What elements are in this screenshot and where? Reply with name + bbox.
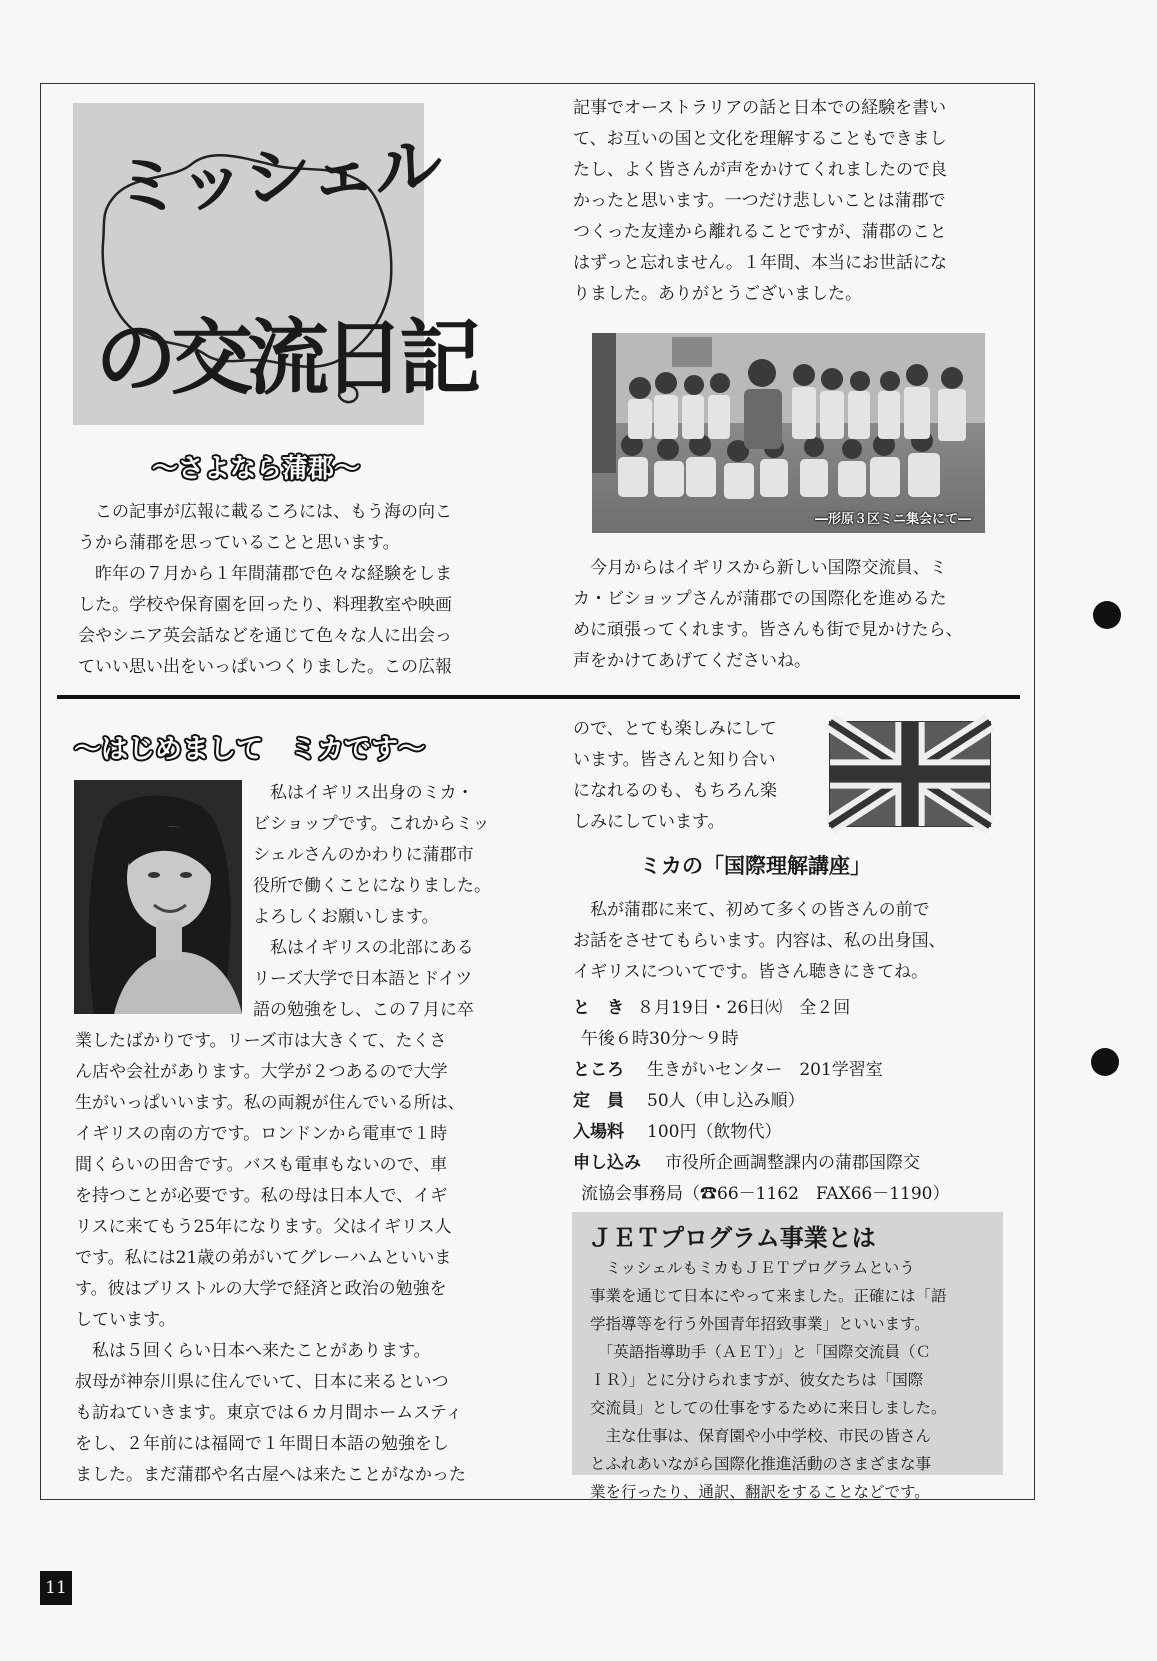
michelle-left-column bbox=[78, 497, 503, 683]
text-line: ていい思い出をいっぱいつくりました。この広報 bbox=[78, 657, 452, 677]
binder-hole-icon bbox=[1093, 601, 1121, 629]
info-label: と き bbox=[573, 998, 624, 1018]
text-line: 業を行ったり、通訳、翻訳をすることなどです。 bbox=[590, 1483, 930, 1501]
text-line: 叔母が神奈川県に住んでいて、日本に来るといつ bbox=[75, 1372, 449, 1392]
text-line: も訪ねていきます。東京では６カ月間ホームスティ bbox=[75, 1403, 463, 1423]
text-line: ビショップです。これからミッ bbox=[253, 814, 490, 834]
text-line: になれるのも、もちろん楽 bbox=[573, 781, 777, 801]
title-line-1: ミッシェル bbox=[111, 126, 444, 229]
text-line: しみにしています。 bbox=[573, 812, 725, 832]
info-row-fee bbox=[573, 1117, 781, 1142]
text-line: カ・ビショップさんが蒲郡での国際化を進めるた bbox=[573, 589, 947, 609]
photo-caption: ―形原３区ミニ集会にて― bbox=[814, 512, 971, 527]
text-line: お話をさせてもらいます。内容は、私の出身国、 bbox=[573, 931, 946, 951]
text-line: イギリスの南の方です。ロンドンから電車で１時 bbox=[75, 1124, 448, 1144]
text-line: 交流員」としての仕事をするために来日しました。 bbox=[590, 1399, 947, 1417]
page-number: 11 bbox=[40, 1571, 72, 1605]
info-value: 市役所企画調整課内の蒲郡国際交 bbox=[665, 1153, 920, 1173]
text-line: うから蒲郡を思っていることと思います。 bbox=[78, 533, 400, 553]
jet-body bbox=[590, 1254, 990, 1506]
text-line: 私は５回くらい日本へ来たことがあります。 bbox=[75, 1341, 431, 1361]
text-line: を持つことが必要です。私の母は日本人で、イギ bbox=[75, 1186, 448, 1206]
text-line: 今月からはイギリスから新しい国際交流員、ミ bbox=[573, 558, 947, 578]
text-line: ＩＲ）」とに分けられますが、彼女たちは「国際 bbox=[590, 1371, 924, 1389]
mika-right-top bbox=[573, 714, 823, 838]
text-line: した。学校や保育園を回ったり、料理教室や映画 bbox=[78, 595, 452, 615]
text-line: 私はイギリスの北部にある bbox=[253, 938, 474, 958]
info-value: 50人（申し込み順） bbox=[647, 1091, 805, 1111]
text-line: リーズ大学で日本語とドイツ bbox=[253, 969, 473, 989]
mika-subhead: ～はじめまして ミカです～ bbox=[74, 734, 425, 765]
info-value: 生きがいセンター 201学習室 bbox=[647, 1060, 883, 1080]
text-line: 生がいっぱいいます。私の両親が住んでいる所は、 bbox=[75, 1093, 465, 1113]
text-line: て、お互いの国と文化を理解することもできまし bbox=[573, 129, 947, 149]
title-line-2: の交流日記 bbox=[95, 311, 476, 406]
text-line: 学指導等を行う外国青年招致事業」といいます。 bbox=[590, 1315, 930, 1333]
mika-portrait bbox=[74, 780, 242, 1014]
text-line: よろしくお願いします。 bbox=[253, 907, 439, 927]
info-label: 入場料 bbox=[573, 1122, 624, 1142]
info-row-apply bbox=[573, 1148, 920, 1173]
group-photo bbox=[592, 333, 985, 533]
info-value: 午後６時30分～９時 bbox=[581, 1029, 739, 1049]
text-line: 間くらいの田舎です。バスも電車もないので、車 bbox=[75, 1155, 448, 1175]
text-line: 記事でオーストラリアの話と日本での経験を書い bbox=[573, 98, 947, 118]
jet-title: ＪＥＴプログラム事業とは bbox=[588, 1224, 876, 1252]
text-line: 声をかけてあげてくださいね。 bbox=[573, 651, 811, 671]
michelle-title-graphic bbox=[73, 103, 476, 425]
text-line: 会やシニア英会話などを通じて色々な人に出会っ bbox=[78, 626, 452, 646]
text-line: 事業を通じて日本にやって来ました。正確には「語 bbox=[590, 1287, 947, 1305]
text-line: ので、とても楽しみにして bbox=[573, 719, 777, 739]
text-line: 昨年の７月から１年間蒲郡で色々な経験をしま bbox=[78, 564, 452, 584]
info-label: ところ bbox=[573, 1060, 624, 1080]
text-line: ました。まだ蒲郡や名古屋へは来たことがなかった bbox=[75, 1465, 466, 1485]
text-line: です。私には21歳の弟がいてグレーハムといいま bbox=[75, 1248, 452, 1268]
text-line: とふれあいながら国際化推進活動のさまざまな事 bbox=[590, 1455, 932, 1473]
text-line: しています。 bbox=[75, 1310, 176, 1330]
text-line: 「英語指導助手（ＡＥＴ）」と「国際交流員（Ｃ bbox=[590, 1343, 932, 1361]
text-line: 私はイギリス出身のミカ・ bbox=[253, 783, 474, 803]
info-label: 定 員 bbox=[573, 1091, 624, 1111]
info-row-capacity bbox=[573, 1086, 805, 1111]
text-line: 業したばかりです。リーズ市は大きくて、たくさ bbox=[75, 1031, 447, 1051]
binder-hole-icon bbox=[1091, 1048, 1119, 1076]
info-label: 申し込み bbox=[573, 1153, 641, 1173]
mika-beside-photo bbox=[253, 778, 509, 1026]
michelle-right-bottom bbox=[573, 553, 1003, 677]
union-jack-icon bbox=[830, 722, 990, 826]
michelle-right-column bbox=[573, 93, 1003, 310]
text-line: かったと思います。一つだけ悲しいことは蒲郡で bbox=[573, 191, 946, 211]
text-line: この記事が広報に載るころには、もう海の向こ bbox=[78, 502, 452, 522]
info-row-time bbox=[573, 1024, 739, 1049]
info-row-contact bbox=[573, 1179, 950, 1204]
section-divider bbox=[57, 695, 1020, 699]
mika-body bbox=[75, 1026, 510, 1491]
text-line: たし、よく皆さんが声をかけてくれましたので良 bbox=[573, 160, 947, 180]
text-line: イギリスについてです。皆さん聴きにきてね。 bbox=[573, 962, 928, 982]
text-line: います。皆さんと知り合い bbox=[573, 750, 776, 770]
text-line: はずっと忘れません。１年間、本当にお世話にな bbox=[573, 253, 947, 273]
text-line: 役所で働くことになりました。 bbox=[253, 876, 491, 896]
info-value: 100円（飲物代） bbox=[647, 1122, 782, 1142]
text-line: ミッシェルもミカもＪＥＴプログラムという bbox=[590, 1259, 915, 1277]
union-jack-flag bbox=[829, 721, 991, 827]
text-line: りました。ありがとうございました。 bbox=[573, 284, 862, 304]
text-line: 語の勉強をし、この７月に卒 bbox=[253, 1000, 474, 1020]
info-row-date bbox=[573, 993, 850, 1018]
jet-program-box bbox=[572, 1212, 1003, 1501]
info-value: 流協会事務局（☎66－1162 FAX66－1190） bbox=[581, 1184, 950, 1204]
text-line: つくった友達から離れることですが、蒲郡のこと bbox=[573, 222, 947, 242]
text-line: シェルさんのかわりに蒲郡市 bbox=[253, 845, 474, 865]
info-value: ８月19日・26日㈫ 全２回 bbox=[637, 998, 851, 1018]
text-line: をし、２年前には福岡で１年間日本語の勉強をし bbox=[75, 1434, 449, 1454]
group-photo-image bbox=[592, 333, 985, 533]
text-line: リスに来てもう25年になります。父はイギリス人 bbox=[75, 1217, 452, 1237]
text-line: 主な仕事は、保育園や小中学校、市民の皆さん bbox=[590, 1427, 932, 1445]
michelle-subhead: ～さよなら蒲郡～ bbox=[152, 454, 361, 484]
lecture-heading: ミカの「国際理解講座」 bbox=[640, 854, 871, 878]
text-line: めに頑張ってくれます。皆さんも街で見かけたら、 bbox=[573, 620, 963, 640]
text-line: 私が蒲郡に来て、初めて多くの皆さんの前で bbox=[573, 900, 930, 920]
info-row-place bbox=[573, 1055, 883, 1080]
text-line: ん店や会社があります。大学が２つあるので大学 bbox=[75, 1062, 448, 1082]
lecture-intro bbox=[573, 895, 1003, 988]
portrait-image bbox=[74, 780, 242, 1014]
text-line: す。彼はブリストルの大学で経済と政治の勉強を bbox=[75, 1279, 447, 1299]
